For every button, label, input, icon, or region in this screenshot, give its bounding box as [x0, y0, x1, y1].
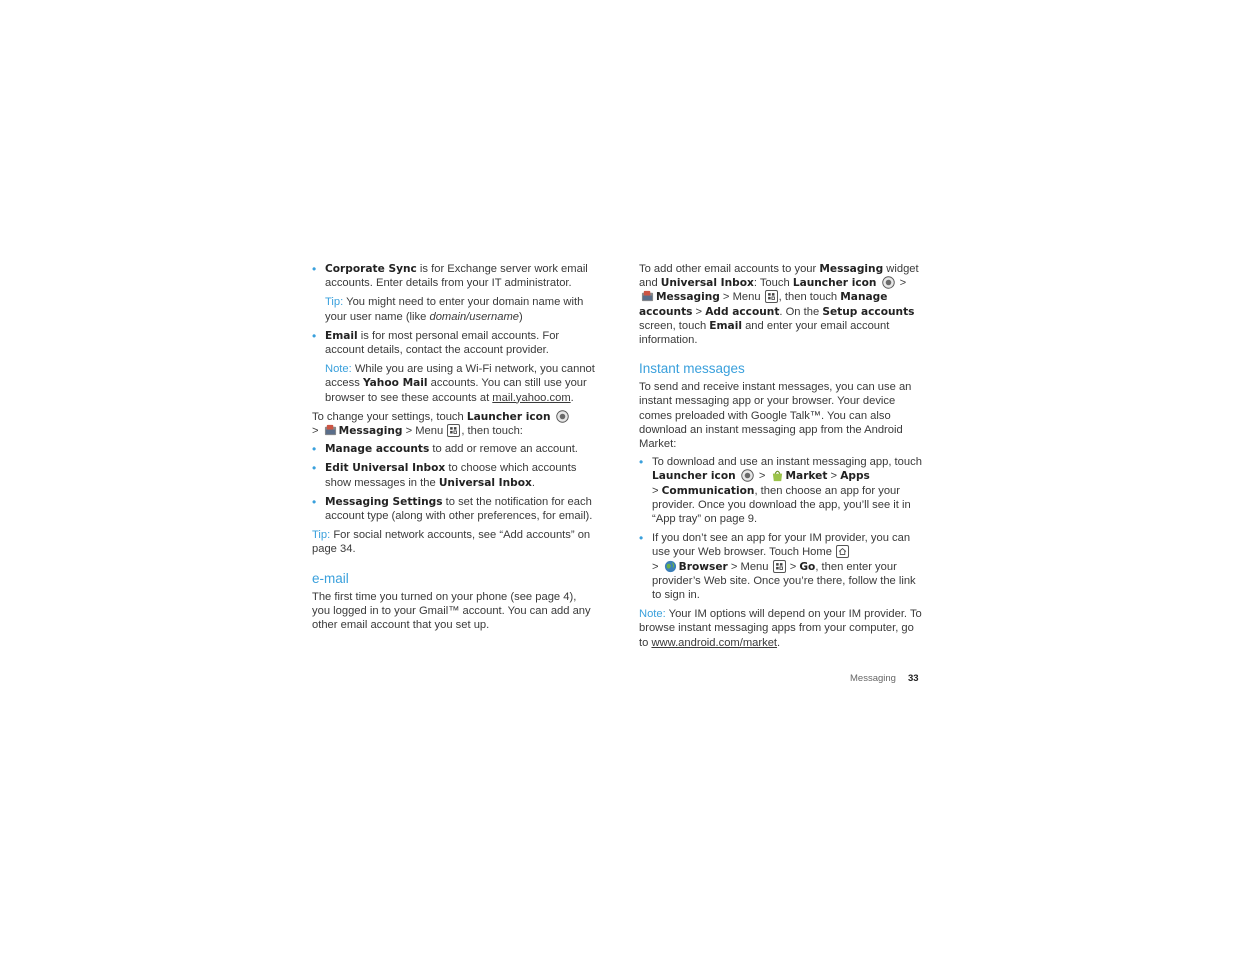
- note-label: Note:: [639, 608, 666, 621]
- text: is for Exchange server work email accounts. Enter details from your IT administrator.: [325, 263, 588, 290]
- text: ): [519, 310, 523, 323]
- bullet-web-browser: [639, 531, 923, 602]
- email-paragraph: The first time you turned on your phone (see page 4), you logged in to your Gmail™ account. You can add any other email account that you set up.: [312, 590, 591, 632]
- text: >: [755, 470, 769, 483]
- term-email: Email: [325, 329, 358, 342]
- text: >: [827, 470, 841, 483]
- text: to add or remove an account.: [429, 443, 578, 456]
- text: >: [896, 277, 907, 290]
- text: > Menu: [727, 560, 772, 573]
- footer-section: Messaging: [850, 673, 896, 684]
- text: While you are using a Wi-Fi network, you cannot access: [325, 363, 595, 390]
- note-im-options: [639, 607, 923, 650]
- text: To add other email accounts to your: [639, 263, 820, 275]
- text: to set the notification for each account type (along with other preferences, for email).: [325, 495, 593, 523]
- term-communication: Communication: [661, 484, 755, 497]
- bullet-email: [312, 329, 597, 357]
- term-go: Go: [799, 560, 816, 573]
- bullet-download-im-app: [639, 455, 923, 526]
- tip-label: Tip:: [312, 529, 331, 542]
- menu-key-icon: [773, 560, 786, 573]
- left-column: [312, 262, 597, 636]
- bullet-manage-accounts: [312, 442, 597, 456]
- text: To change your settings, touch: [312, 410, 467, 423]
- right-column: [639, 262, 923, 654]
- instant-messages-paragraph: To send and receive instant messages, you can use an instant messaging app or your browser. Your device comes preloaded with Google Talk™. You can also download an instant messaging app from the Android Market:: [639, 381, 912, 451]
- instant-messages-heading: Instant messages: [639, 361, 745, 377]
- text: >: [652, 484, 662, 497]
- text: >: [786, 560, 800, 573]
- text: to choose which accounts show messages in the: [325, 462, 577, 489]
- bullet-messaging-settings: [312, 495, 597, 523]
- term-manage-accounts: Manage accounts: [639, 291, 888, 318]
- text: .: [570, 391, 574, 404]
- term-universal-inbox: Universal Inbox: [660, 277, 754, 290]
- tip-domain: [312, 295, 597, 323]
- text: You might need to enter your domain name with your user name (like: [325, 296, 584, 323]
- home-key-icon: [836, 545, 849, 558]
- text: > Menu: [402, 425, 447, 438]
- menu-key-icon: [447, 424, 460, 437]
- text: . On the: [779, 305, 823, 318]
- launcher-icon: [741, 469, 754, 482]
- text: > Menu: [719, 291, 764, 304]
- term-corporate-sync: Corporate Sync: [325, 263, 417, 275]
- market-icon: [771, 469, 784, 482]
- text: screen, touch: [639, 319, 710, 332]
- text: , then choose an app for your provider. Once you download the app, you’ll see it in “App tray” on page 9.: [652, 484, 911, 526]
- term-universal-inbox: Universal Inbox: [438, 476, 532, 489]
- term-browser: Browser: [678, 560, 728, 573]
- tip-label: Tip:: [325, 296, 344, 309]
- text: Your IM options will depend on your IM provider. To browse instant messaging apps from your computer, go to: [639, 608, 922, 649]
- term-email: Email: [709, 319, 742, 332]
- text: , then touch: [778, 291, 841, 304]
- text: .: [777, 636, 781, 649]
- term-edit-universal-inbox: Edit Universal Inbox: [325, 462, 446, 475]
- term-add-account: Add account: [705, 305, 780, 318]
- text: For social network accounts, see “Add accounts” on page 34.: [312, 529, 591, 556]
- text: To download and use an instant messaging app, touch: [652, 456, 922, 469]
- launcher-icon: [882, 276, 895, 289]
- text: : Touch: [753, 277, 793, 290]
- menu-key-icon: [765, 290, 778, 303]
- text: >: [312, 425, 319, 438]
- term-messaging-settings: Messaging Settings: [325, 495, 443, 508]
- tip-social: [312, 528, 597, 556]
- term-yahoo-mail: Yahoo Mail: [362, 377, 428, 390]
- launcher-icon: [556, 410, 569, 423]
- text: is for most personal email accounts. For account details, contact the account provider.: [325, 329, 560, 357]
- term-launcher-icon: Launcher icon: [652, 470, 736, 483]
- text: widget and: [639, 263, 919, 290]
- text: .: [531, 476, 535, 489]
- text: If you don’t see an app for your IM provider, you can use your Web browser. Touch Home: [652, 532, 911, 559]
- yahoo-mail-link[interactable]: mail.yahoo.com: [492, 391, 571, 404]
- term-market: Market: [785, 470, 828, 483]
- messaging-icon: [324, 424, 337, 437]
- domain-username: domain/username: [429, 310, 520, 323]
- page-footer: [850, 673, 919, 684]
- term-manage-accounts: Manage accounts: [325, 443, 430, 456]
- text: , then touch:: [461, 425, 523, 438]
- email-heading: e-mail: [312, 570, 349, 586]
- change-settings-paragraph: [312, 410, 597, 438]
- term-launcher-icon: Launcher icon: [792, 277, 877, 290]
- term-setup-accounts: Setup accounts: [822, 305, 915, 318]
- note-wifi: [312, 362, 597, 405]
- messaging-icon: [641, 290, 654, 303]
- text: and enter your email account information.: [639, 319, 890, 347]
- term-messaging: Messaging: [656, 291, 720, 304]
- term-launcher-icon: Launcher icon: [466, 410, 551, 423]
- bullet-edit-inbox: [312, 461, 597, 489]
- text: accounts. You can still use your browser to see these accounts at: [325, 377, 587, 404]
- term-messaging: Messaging: [819, 263, 884, 275]
- bullet-corporate-sync: [312, 262, 597, 290]
- add-accounts-paragraph: [639, 262, 923, 347]
- term-apps: Apps: [840, 470, 870, 483]
- page-number: 33: [907, 673, 919, 684]
- term-messaging: Messaging: [338, 425, 403, 438]
- text: >: [692, 305, 706, 318]
- note-label: Note:: [325, 363, 352, 376]
- android-market-link[interactable]: www.android.com/market: [651, 636, 778, 649]
- browser-globe-icon: [664, 560, 677, 573]
- text: >: [652, 560, 662, 573]
- text: , then enter your provider’s Web site. Once you’re there, follow the link to sign in.: [652, 560, 916, 602]
